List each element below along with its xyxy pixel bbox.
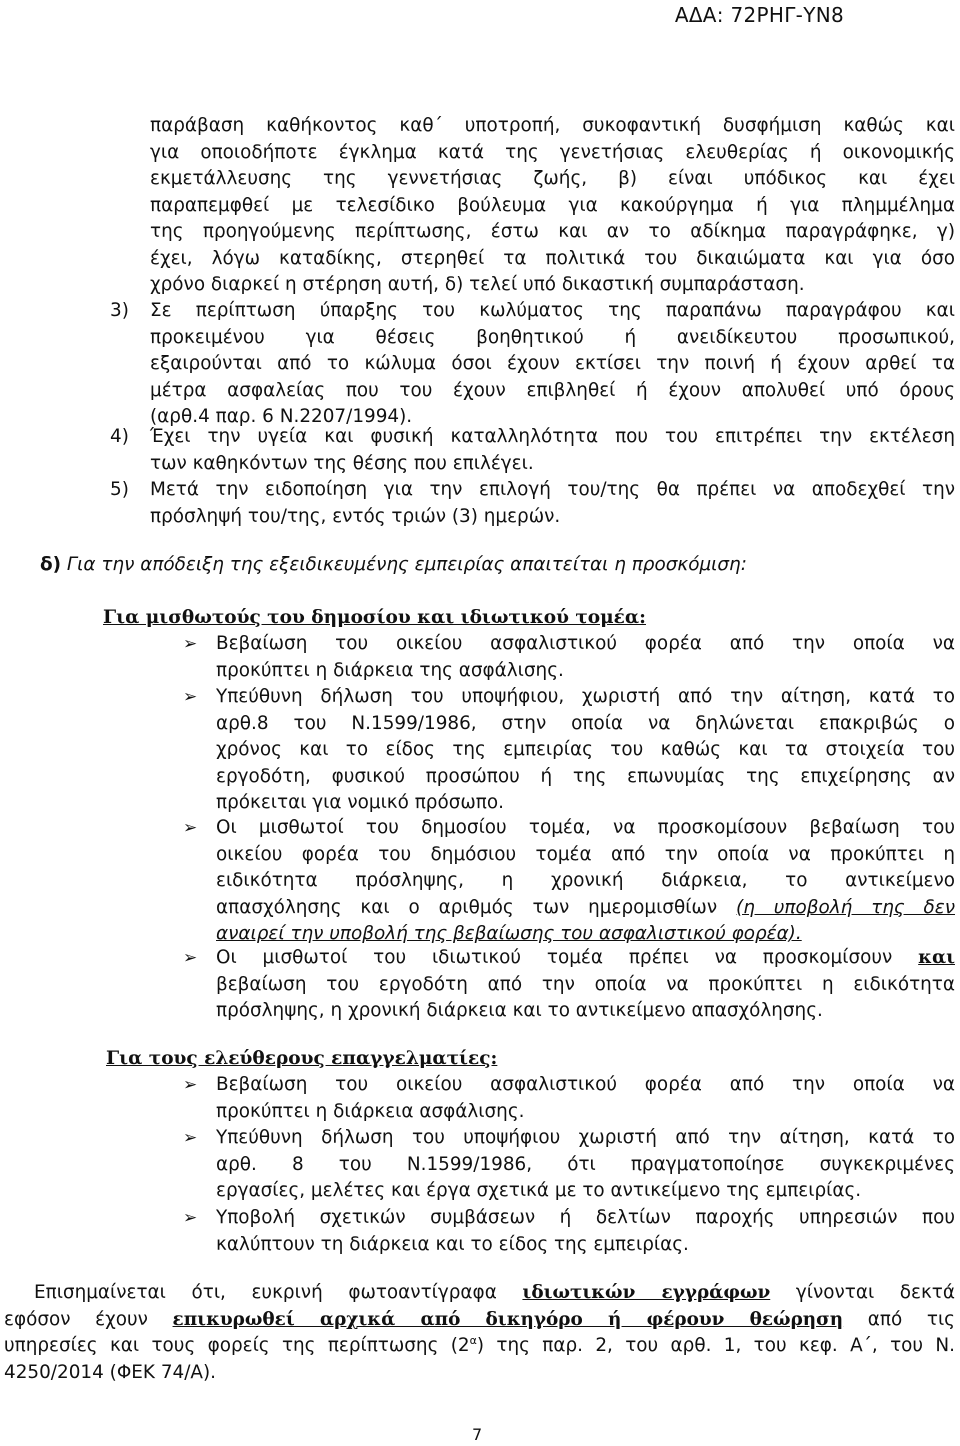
intro-line: παράβαση καθήκοντος καθ΄ υποτροπή, συκοφαντική δυσφήμιση καθώς και [150,115,955,136]
item-line: των καθηκόντων της θέσης που επιλέγει. [150,452,534,474]
bullet-line: προκύπτει η διάρκεια της ασφάλισης. [216,659,564,681]
bullet-line: πρόσληψης, η χρονική διάρκεια και το αντικείμενο απασχόλησης. [216,1000,823,1021]
italic-underlined-text: (η υποβολή της δεν [736,896,955,918]
bullet-line: καλύπτουν τη διάρκεια και το είδος της εμπειρίας. [216,1233,689,1255]
section-d [40,552,940,579]
item-line: εξαιρούνται από το κώλυμα όσοι έχουν εκτίσει την ποινή ή έχουν αρθεί τα [150,353,955,374]
plain-text: υπηρεσίες και τους φορείς της περίπτωσης (2 [4,1335,470,1356]
intro-paragraph [150,113,955,299]
intro-line: έχει, λόγω καταδίκης, στερηθεί τα πολιτικά του δικαιώματα και για όσο [150,247,955,269]
bullet-line: εργασίες, μελέτες και έργα σχετικά με το αντικείμενο της εμπειρίας. [216,1180,862,1201]
bullet-line: Βεβαίωση του οικείου ασφαλιστικού φορέα από την οποία να [216,633,955,654]
item-number: 4) [110,426,129,447]
note-line [4,1333,955,1360]
item-line: μέτρα ασφαλείας που του έχουν επιβληθεί ή έχουν απολυθεί υπό όρους [150,379,955,401]
arrow-bullet-icon: ➢ [183,634,198,654]
note-line [4,1280,955,1307]
intro-line: εκμετάλλευσης της γεννετήσιας ζωής, β) είναι υπόδικος και έχει [150,168,955,189]
plain-text: Επισημαίνεται ότι, ευκρινή φωτοαντίγραφα [34,1282,497,1303]
plain-text: εφόσον έχουν [4,1308,148,1330]
bullet-line-mixed [216,945,955,972]
bullet-line: εργοδότη, φυσικού προσώπου ή της επωνυμίας της επιχείρησης αν [216,765,955,787]
note-line: 4250/2014 (ΦΕΚ 74/Α). [4,1361,217,1383]
bullet-line: Υπεύθυνη δήλωση του υποψήφιου χωριστή από την αίτηση, κατά το [216,1127,955,1148]
freelance-bullet-3 [216,1205,955,1258]
item-3-text [150,298,955,431]
plain-text: από τις [867,1308,955,1330]
bullet-line: αρθ. 8 του Ν.1599/1986, ότι πραγματοποίησε συγκεκριμένες [216,1153,955,1175]
item-5-text [150,477,955,530]
plain-text: απασχόλησης και ο αριθμός των ημερομισθίων [216,896,718,918]
freelance-heading: Για τους ελεύθερους επαγγελματίες: [106,1048,498,1069]
plain-text: Οι μισθωτοί του ιδιωτικού τομέα πρέπει να προσκομίσουν [216,947,893,968]
bullet-line: Οι μισθωτοί του δημοσίου τομέα, να προσκομίσουν βεβαίωση του [216,817,955,838]
bullet-line: Υποβολή σχετικών συμβάσεων ή δελτίων παροχής υπηρεσιών που [216,1207,955,1228]
item-line: προκειμένου για θέσεις βοηθητικού ή ανειδίκευτου προσωπικού, [150,326,955,348]
intro-line: για οποιοδήποτε έγκλημα κατά της γενετήσιας ελευθερίας ή οικονομικής [150,141,955,163]
bullet-line: χρόνος και το είδος της εμπειρίας του καθώς και τα στοιχεία του [216,739,955,760]
freelance-bullet-1 [216,1072,955,1125]
italic-underlined-line: αναιρεί την υποβολή της βεβαίωσης του ασφαλιστικού φορέα). [216,923,802,944]
arrow-bullet-icon: ➢ [183,948,198,968]
salaried-bullet-1 [216,631,955,684]
plain-text: γίνονται δεκτά [795,1282,955,1303]
salaried-heading: Για μισθωτούς του δημοσίου και ιδιωτικού τομέα: [103,607,646,628]
bullet-line: προκύπτει η διάρκεια ασφάλισης. [216,1100,525,1122]
item-line: Μετά την ειδοποίηση για την επιλογή του/της θα πρέπει να αποδεχθεί την [150,479,955,500]
bullet-line-mixed [216,895,955,922]
bullet-line: ειδικότητα πρόσληψης, η χρονική διάρκεια, το αντικείμενο [216,870,955,891]
bold-underlined-text: και [918,947,955,968]
arrow-bullet-icon: ➢ [183,1208,198,1228]
bullet-line: πρόκειται για νομικό πρόσωπο. [216,792,504,813]
salaried-bullet-3 [216,815,955,948]
bold-underlined-text: ιδιωτικών εγγράφων [522,1282,771,1303]
item-4-text [150,424,955,477]
arrow-bullet-icon: ➢ [183,818,198,838]
item-line: (αρθ.4 παρ. 6 Ν.2207/1994). [150,406,413,427]
arrow-bullet-icon: ➢ [183,1128,198,1148]
item-number: 3) [110,300,129,321]
bullet-line: Βεβαίωση του οικείου ασφαλιστικού φορέα από την οποία να [216,1074,955,1095]
freelance-bullet-2 [216,1125,955,1205]
bullet-line: οικείου φορέα του δημόσιου τομέα από την οποία να προκύπτει η [216,843,955,865]
superscript: α [469,1334,477,1347]
bullet-line: βεβαίωση του εργοδότη από την οποία να προκύπτει η ειδικότητα [216,973,955,995]
closing-note [4,1280,955,1386]
arrow-bullet-icon: ➢ [183,687,198,707]
item-line: πρόσληψή του/της, εντός τριών (3) ημερών. [150,505,561,527]
plain-text: ) της παρ. 2, του αρθ. 1, του κεφ. Α΄, του Ν. [476,1335,955,1356]
bold-underlined-text: επικυρωθεί αρχικά από δικηγόρο ή φέρουν θεώρηση [172,1308,844,1330]
item-line: Σε περίπτωση ύπαρξης του κωλύματος της παραπάνω παραγράφου και [150,300,955,321]
intro-line: χρόνο διαρκεί η στέρηση αυτή, δ) τελεί υπό δικαστική συμπαράσταση. [150,274,805,295]
bullet-line: αρθ.8 του Ν.1599/1986, στην οποία να δηλώνεται επακριβώς ο [216,712,955,734]
item-number: 5) [110,479,129,500]
intro-line: παραπεμφθεί με τελεσίδικο βούλευμα για κακούργημα ή για πλημμέλημα [150,194,955,216]
section-d-text: Για την απόδειξη της εξειδικευμένης εμπειρίας απαιτείται η προσκόμιση: [66,554,747,575]
note-line [4,1307,955,1334]
section-d-label: δ) [40,554,62,575]
intro-line: της προηγούμενης περίπτωσης, έστω και αν το αδίκημα παραγράφηκε, γ) [150,221,955,242]
salaried-bullet-2 [216,684,955,817]
bullet-line: Υπεύθυνη δήλωση του υποψήφιου, χωριστή από την αίτηση, κατά το [216,686,955,707]
item-line: Έχει την υγεία και φυσική καταλληλότητα που του επιτρέπει την εκτέλεση [150,426,955,447]
ada-code: ΑΔΑ: 72ΡΗΓ-ΥΝ8 [674,3,844,27]
salaried-bullet-4 [216,945,955,1025]
page-number: 7 [472,1425,483,1444]
arrow-bullet-icon: ➢ [183,1075,198,1095]
